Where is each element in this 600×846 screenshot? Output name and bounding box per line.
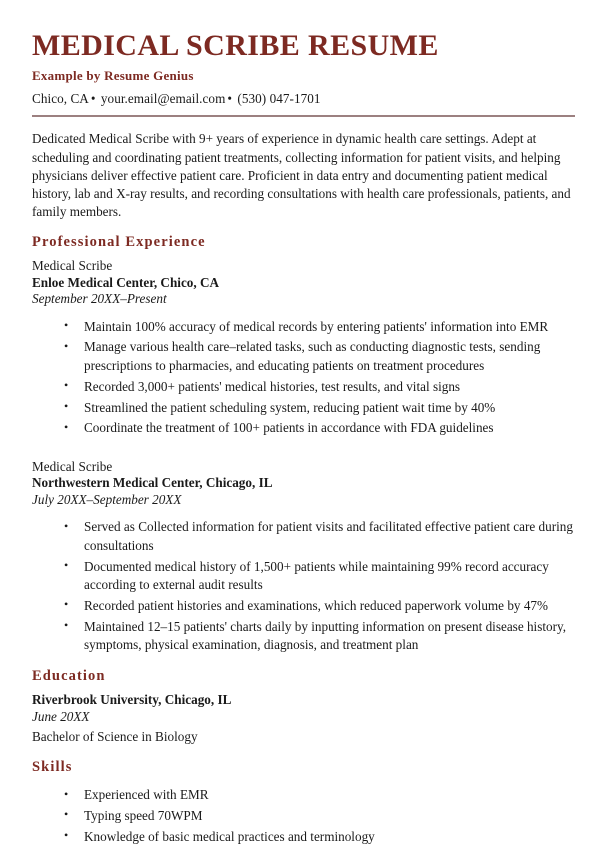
experience-entry-2	[32, 459, 573, 655]
contact-separator-2: •	[227, 91, 233, 107]
experience-entry-1	[32, 258, 573, 437]
job-title-2: Medical Scribe	[32, 458, 113, 474]
resume-subtitle: Example by Resume Genius	[32, 68, 194, 84]
list-item: • Recorded patient histories and examinations, which reduced paperwork volume by 47%	[64, 597, 584, 616]
job-bullets-1	[32, 318, 584, 438]
list-item: • Documented medical history of 1,500+ patients while maintaining 99% record accuracy according to external audit results	[64, 558, 584, 595]
list-item: • Coordinate the treatment of 100+ patients in accordance with FDA guidelines	[64, 419, 584, 438]
job-employer-2: Northwestern Medical Center, Chicago, IL	[32, 475, 273, 491]
contact-line	[32, 91, 573, 107]
list-item: • Knowledge of basic medical practices and terminology	[64, 828, 584, 846]
header-divider	[32, 115, 575, 117]
job-bullets-2	[32, 518, 584, 655]
page-title: MEDICAL SCRIBE RESUME	[32, 29, 439, 62]
section-heading-skills: Skills	[32, 759, 73, 776]
job-dates-2: July 20XX–September 20XX	[32, 491, 182, 507]
section-skills	[32, 759, 573, 846]
section-heading-education: Education	[32, 668, 106, 685]
education-degree: Bachelor of Science in Biology	[32, 729, 198, 745]
section-education	[32, 668, 573, 746]
list-item: • Manage various health care–related tasks, such as conducting diagnostic tests, sending prescriptions to pharmacies, and educating patients on treatment procedures	[64, 338, 584, 375]
job-title-1: Medical Scribe	[32, 258, 113, 274]
list-item: • Maintained 12–15 patients' charts daily by inputting information on present disease history, symptoms, physical examination, diagnosis, and treatment plan	[64, 618, 584, 655]
section-professional-experience	[32, 234, 573, 655]
section-heading-experience: Professional Experience	[32, 234, 206, 251]
contact-phone[interactable]: (530) 047-1701	[237, 91, 321, 107]
list-item: • Recorded 3,000+ patients' medical histories, test results, and vital signs	[64, 378, 584, 397]
resume-header	[32, 30, 573, 117]
list-item: • Typing speed 70WPM	[64, 807, 584, 826]
contact-location: Chico, CA	[32, 91, 89, 107]
professional-summary: Dedicated Medical Scribe with 9+ years of experience in dynamic health care settings. Adept at scheduling and coordinating patient treatments, collecting information for patient visits, and helping physicians deliver effective patient care. Proficient in data entry and documenting patient medical history, lab and X-ray results, and recording consultations with health care professionals, patients, and family members.	[32, 131, 571, 220]
contact-separator-1: •	[90, 91, 96, 107]
job-dates-1: September 20XX–Present	[32, 291, 167, 307]
list-item: • Served as Collected information for patient visits and facilitated effective patient care during consultations	[64, 518, 584, 555]
job-employer-1: Enloe Medical Center, Chico, CA	[32, 274, 220, 290]
list-item: • Streamlined the patient scheduling system, reducing patient wait time by 40%	[64, 399, 584, 418]
list-item: • Experienced with EMR	[64, 786, 584, 805]
list-item: • Maintain 100% accuracy of medical records by entering patients' information into EMR	[64, 318, 584, 337]
education-date: June 20XX	[32, 708, 90, 724]
contact-email[interactable]: your.email@email.com	[100, 91, 226, 107]
skills-list	[32, 786, 584, 846]
education-school: Riverbrook University, Chicago, IL	[32, 692, 232, 708]
